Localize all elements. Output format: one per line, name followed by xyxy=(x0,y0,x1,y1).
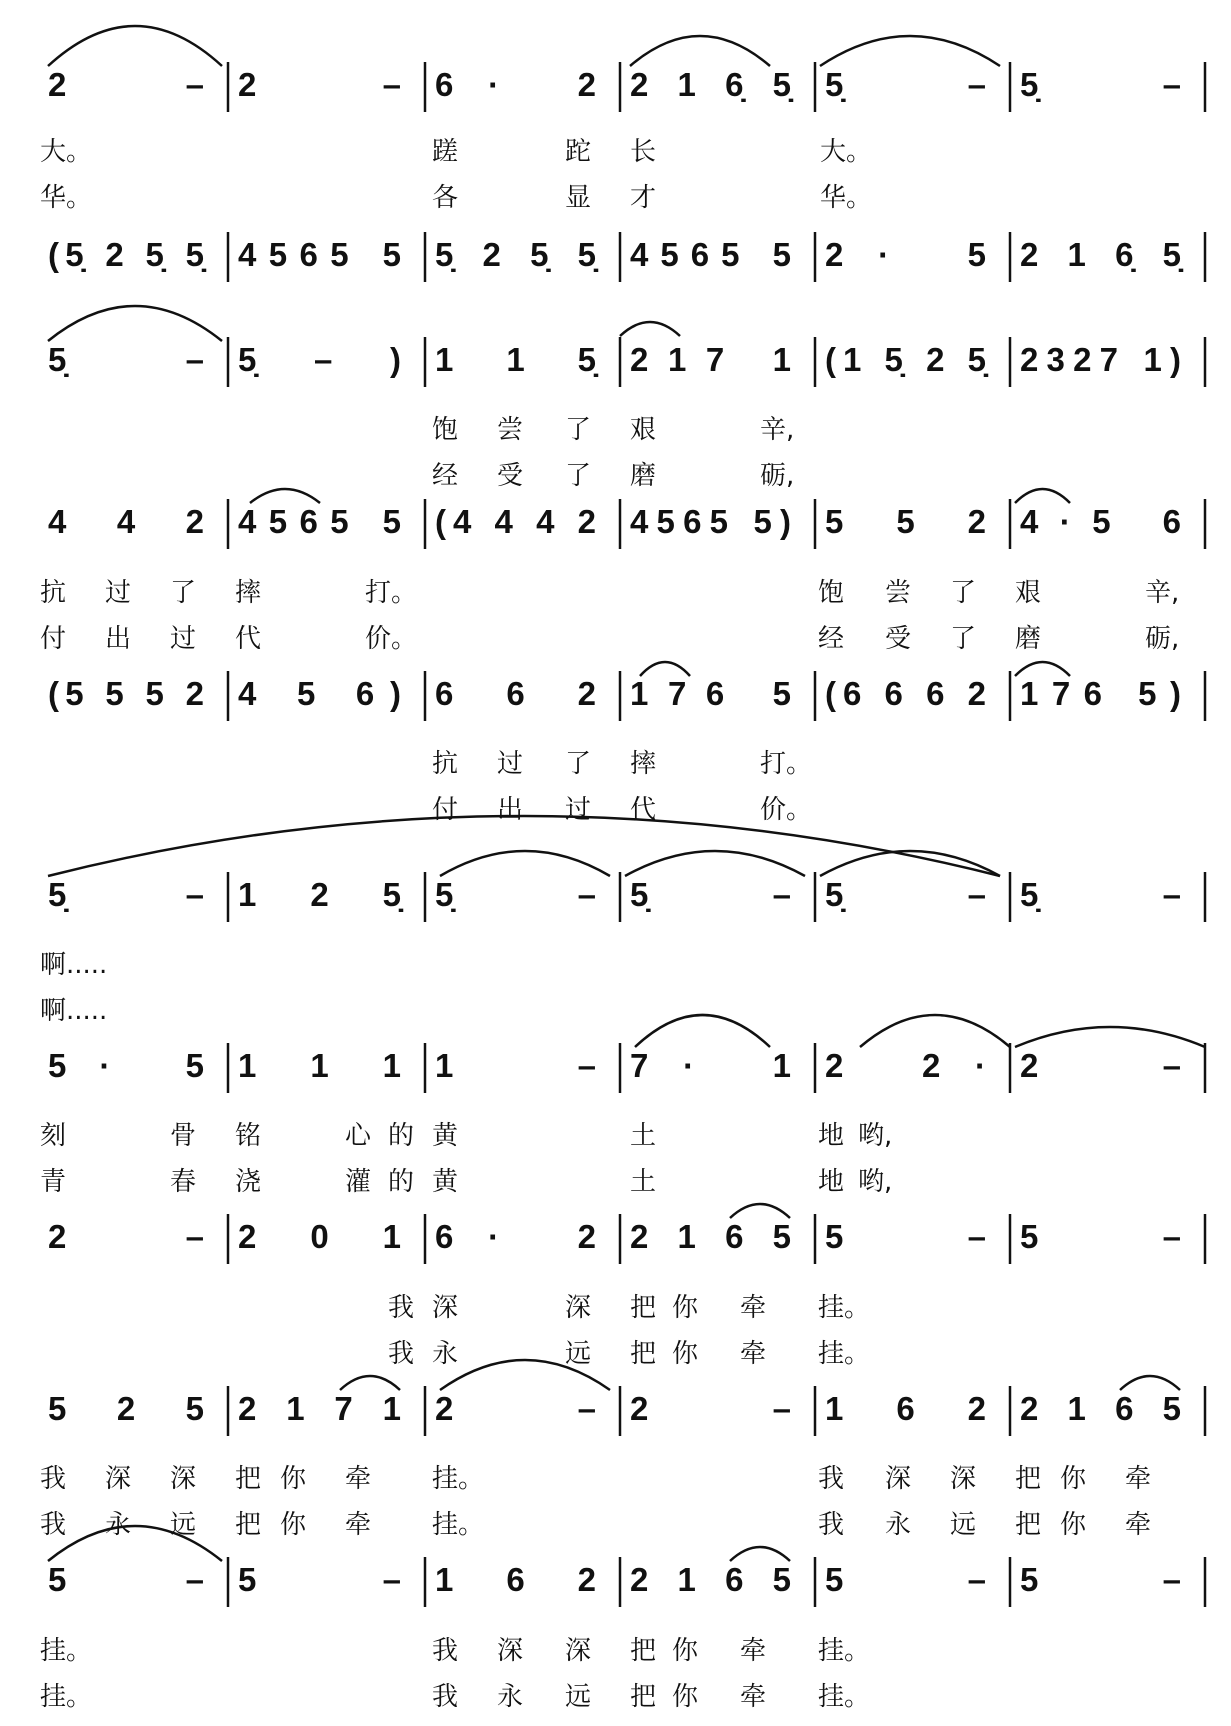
slur xyxy=(730,1547,790,1561)
lyric-char: 永 xyxy=(885,1510,912,1540)
score-system xyxy=(48,671,1205,825)
lyric-char: 经 xyxy=(818,624,845,654)
lyric-char: 挂。 xyxy=(40,1682,93,1712)
lyric-char: 我 xyxy=(432,1636,459,1666)
lyric-char: 抗 xyxy=(40,578,67,608)
measure-notes: 2 – xyxy=(630,1390,791,1427)
measure-notes: 2 1 6 5 xyxy=(630,1218,791,1255)
lyric-char: 受 xyxy=(497,461,524,491)
measure-notes: 4565 5 xyxy=(238,236,401,273)
slur xyxy=(730,1204,790,1218)
lyric-char: 刻 xyxy=(40,1121,67,1151)
lyric-char: 啊..... xyxy=(40,996,108,1026)
slur xyxy=(860,1015,1010,1047)
lyric-char: 大。 xyxy=(40,137,93,167)
measure-notes: (5̣ 2 5̣ 5̣ xyxy=(48,236,204,273)
lyric-char: 黄 xyxy=(432,1121,459,1151)
lyric-char: 你 xyxy=(280,1510,307,1540)
lyric-char: 把 xyxy=(235,1510,262,1540)
lyric-char: 哟, xyxy=(858,1167,893,1197)
lyric-char: 把 xyxy=(1015,1510,1042,1540)
lyric-char: 深 xyxy=(950,1464,977,1494)
lyric-char: 才 xyxy=(630,183,657,213)
score-system xyxy=(40,1043,1205,1197)
measure-notes: 5̣ – ) xyxy=(238,341,401,378)
lyric-char: 你 xyxy=(1060,1510,1087,1540)
lyric-char: 了 xyxy=(565,461,592,491)
lyric-char: 地 xyxy=(818,1167,845,1197)
lyric-char: 饱 xyxy=(818,578,845,608)
measure-notes: 4565 5 xyxy=(238,503,401,540)
lyric-char: 出 xyxy=(105,624,132,654)
measure-notes: 176 5 xyxy=(630,675,791,712)
measure-notes: 1 6 2 xyxy=(435,1561,596,1598)
lyric-char: 啊..... xyxy=(40,950,108,980)
lyric-char: 价。 xyxy=(760,795,813,825)
lyric-char: 深 xyxy=(565,1636,592,1666)
lyric-char: 过 xyxy=(105,578,132,608)
lyric-char: 代 xyxy=(630,795,657,825)
lyric-char: 牵 xyxy=(740,1293,767,1323)
slur xyxy=(635,1015,770,1047)
lyric-char: 我 xyxy=(818,1464,845,1494)
lyric-char: 我 xyxy=(432,1682,459,1712)
score-systems xyxy=(40,62,1205,1712)
lyric-char: 深 xyxy=(565,1293,592,1323)
lyric-char: 艰 xyxy=(1015,578,1042,608)
measure-notes: 5 – xyxy=(48,1561,204,1598)
measure-notes: 176 5) xyxy=(1020,675,1181,712)
lyric-char: 了 xyxy=(950,624,977,654)
score-system xyxy=(40,872,1205,1026)
lyric-char: 你 xyxy=(672,1682,699,1712)
lyric-char: 长 xyxy=(630,137,657,167)
lyric-char: 深 xyxy=(885,1464,912,1494)
score-system xyxy=(48,232,1205,282)
slur xyxy=(340,1376,400,1390)
lyric-char: 你 xyxy=(672,1636,699,1666)
lyric-char: 你 xyxy=(1060,1464,1087,1494)
lyric-char: 了 xyxy=(565,749,592,779)
lyric-char: 跎 xyxy=(565,137,592,167)
lyric-char: 把 xyxy=(1015,1464,1042,1494)
measure-notes: 5 – xyxy=(1020,1218,1181,1255)
measure-notes: (1 5̣ 2 5̣ xyxy=(825,341,986,378)
lyric-char: 尝 xyxy=(497,415,524,445)
measure-notes: 5 – xyxy=(1020,1561,1181,1598)
lyric-char: 永 xyxy=(105,1510,132,1540)
lyric-char: 尝 xyxy=(885,578,912,608)
measure-notes: 4 5 6) xyxy=(238,675,401,712)
lyric-char: 深 xyxy=(497,1636,524,1666)
lyric-char: 我 xyxy=(388,1339,415,1369)
lyric-char: 华。 xyxy=(820,183,873,213)
measure-notes: 6· 2 xyxy=(435,66,596,103)
lyric-char: 牵 xyxy=(1125,1464,1152,1494)
measure-notes: 5̣ – xyxy=(1020,876,1181,913)
lyric-char: 砺, xyxy=(760,461,795,491)
lyric-char: 磨 xyxy=(630,461,657,491)
lyric-char: 辛, xyxy=(760,415,795,445)
lyric-char: 挂。 xyxy=(432,1464,485,1494)
measure-notes: 5 5 2 xyxy=(825,503,986,540)
slur xyxy=(625,851,805,876)
measure-notes: 2 1 7 1 xyxy=(238,1390,401,1427)
measure-notes: 4·5 6 xyxy=(1020,503,1181,540)
slur xyxy=(630,36,770,66)
measure-notes: 5̣ – xyxy=(630,876,791,913)
lyric-char: 打。 xyxy=(760,749,813,779)
lyric-char: 牵 xyxy=(740,1339,767,1369)
lyric-char: 显 xyxy=(565,183,592,213)
slur xyxy=(48,306,222,341)
lyric-char: 青 xyxy=(40,1167,67,1197)
measure-notes: 2· 5 xyxy=(825,236,986,273)
slur xyxy=(1015,662,1070,676)
lyric-char: 浇 xyxy=(235,1167,262,1197)
measure-notes: 2 – xyxy=(48,66,204,103)
lyric-char: 砺, xyxy=(1145,624,1180,654)
measure-notes: 4 4 2 xyxy=(48,503,204,540)
lyric-char: 铭 xyxy=(235,1121,262,1151)
lyric-char: 磨 xyxy=(1015,624,1042,654)
measure-notes: 2 1 6 5 xyxy=(1020,1390,1181,1427)
lyric-char: 你 xyxy=(672,1339,699,1369)
lyric-char: 远 xyxy=(565,1339,592,1369)
lyric-char: 经 xyxy=(432,461,459,491)
measure-notes: 5 – xyxy=(825,1561,986,1598)
measure-notes: 4565 5 xyxy=(630,236,791,273)
measure-notes: 2 – xyxy=(1020,1047,1181,1084)
lyric-char: 蹉 xyxy=(432,137,459,167)
measure-notes: 5̣ – xyxy=(825,66,986,103)
measure-notes: 6· 2 xyxy=(435,1218,596,1255)
lyric-char: 代 xyxy=(235,624,262,654)
lyric-char: 远 xyxy=(950,1510,977,1540)
lyric-char: 抗 xyxy=(432,749,459,779)
lyric-char: 心 xyxy=(345,1121,372,1151)
measure-notes: 2 1 6̣ 5̣ xyxy=(630,66,791,103)
measure-notes: 5̣ – xyxy=(1020,66,1181,103)
lyric-char: 牵 xyxy=(740,1682,767,1712)
lyric-char: 哟, xyxy=(858,1121,893,1151)
lyric-char: 过 xyxy=(497,749,524,779)
measure-notes: 217 1 xyxy=(630,341,791,378)
lyric-char: 远 xyxy=(170,1510,197,1540)
lyric-char: 挂。 xyxy=(818,1339,871,1369)
measure-notes: 5̣ – xyxy=(48,876,204,913)
lyric-char: 春 xyxy=(170,1167,197,1197)
lyric-char: 把 xyxy=(235,1464,262,1494)
lyric-char: 永 xyxy=(432,1339,459,1369)
measure-notes: 2 – xyxy=(435,1390,596,1427)
measure-notes: 5 – xyxy=(825,1218,986,1255)
lyric-char: 出 xyxy=(497,795,524,825)
measure-notes: 6 6 2 xyxy=(435,675,596,712)
measure-notes: 1 – xyxy=(435,1047,596,1084)
measure-notes: (5 5 5 2 xyxy=(48,675,204,712)
lyric-char: 了 xyxy=(565,415,592,445)
lyric-char: 价。 xyxy=(365,624,418,654)
measure-notes: 5̣ – xyxy=(435,876,596,913)
lyric-char: 我 xyxy=(40,1464,67,1494)
lyric-char: 过 xyxy=(565,795,592,825)
lyric-char: 深 xyxy=(170,1464,197,1494)
score-system xyxy=(40,62,1205,213)
lyric-char: 你 xyxy=(672,1293,699,1323)
lyric-char: 受 xyxy=(885,624,912,654)
measure-notes: 1 1 5̣ xyxy=(435,341,596,378)
slur xyxy=(48,816,1000,876)
lyric-char: 挂。 xyxy=(818,1636,871,1666)
score-system xyxy=(48,1214,1205,1369)
lyric-char: 把 xyxy=(630,1293,657,1323)
measure-notes: 2 1 6̣ 5̣ xyxy=(1020,236,1181,273)
lyric-char: 我 xyxy=(40,1510,67,1540)
measure-notes: 1 6 2 xyxy=(825,1390,986,1427)
lyric-char: 地 xyxy=(818,1121,845,1151)
lyric-char: 的 xyxy=(388,1167,415,1197)
lyric-char: 大。 xyxy=(820,137,873,167)
slur xyxy=(620,322,680,336)
measure-notes: 1 2 5̣ xyxy=(238,876,401,913)
measure-notes: 2 2· xyxy=(825,1047,986,1084)
lyric-char: 的 xyxy=(388,1121,415,1151)
measure-notes: (6 6 6 2 xyxy=(825,675,986,712)
lyric-char: 深 xyxy=(432,1293,459,1323)
lyric-char: 挂。 xyxy=(818,1293,871,1323)
slur xyxy=(640,662,690,676)
lyric-char: 骨 xyxy=(170,1121,197,1151)
lyric-char: 土 xyxy=(630,1167,657,1197)
lyric-char: 我 xyxy=(388,1293,415,1323)
lyric-char: 艰 xyxy=(630,415,657,445)
lyric-char: 了 xyxy=(170,578,197,608)
slur xyxy=(1015,489,1070,503)
measure-notes: 5̣ – xyxy=(48,341,204,378)
lyric-char: 牵 xyxy=(345,1510,372,1540)
lyric-char: 辛, xyxy=(1145,578,1180,608)
slur xyxy=(250,489,320,503)
lyric-char: 摔 xyxy=(235,578,262,608)
score-system xyxy=(48,337,1205,491)
score-system xyxy=(40,1557,1205,1712)
lyric-char: 付 xyxy=(432,795,459,825)
measure-notes: 5̣ 2 5̣ 5̣ xyxy=(435,236,596,273)
lyric-char: 牵 xyxy=(740,1636,767,1666)
lyric-char: 饱 xyxy=(432,415,459,445)
lyric-char: 远 xyxy=(565,1682,592,1712)
score-system xyxy=(40,1386,1205,1540)
measure-notes: 2327 1) xyxy=(1020,341,1181,378)
lyric-char: 黄 xyxy=(432,1167,459,1197)
measure-notes: (4 4 4 2 xyxy=(435,503,596,540)
measure-notes: 2 1 6 5 xyxy=(630,1561,791,1598)
lyric-char: 我 xyxy=(818,1510,845,1540)
score-system xyxy=(40,499,1205,654)
lyric-char: 深 xyxy=(105,1464,132,1494)
slur xyxy=(1015,1027,1205,1047)
lyric-char: 永 xyxy=(497,1682,524,1712)
lyric-char: 把 xyxy=(630,1636,657,1666)
measure-notes: 5 – xyxy=(238,1561,401,1598)
lyric-char: 牵 xyxy=(345,1464,372,1494)
slur xyxy=(440,851,610,876)
lyric-char: 挂。 xyxy=(40,1636,93,1666)
measure-notes: 4565 5) xyxy=(630,503,791,540)
lyric-char: 摔 xyxy=(630,749,657,779)
lyric-char: 打。 xyxy=(365,578,418,608)
lyric-char: 挂。 xyxy=(432,1510,485,1540)
slur xyxy=(820,36,1000,66)
measure-notes: 2 – xyxy=(238,66,401,103)
lyric-char: 灌 xyxy=(345,1167,372,1197)
lyric-char: 牵 xyxy=(1125,1510,1152,1540)
measure-notes: 2 0 1 xyxy=(238,1218,401,1255)
measure-notes: 5 2 5 xyxy=(48,1390,204,1427)
measure-notes: 7· 1 xyxy=(630,1047,791,1084)
lyric-char: 你 xyxy=(280,1464,307,1494)
slur xyxy=(1120,1376,1180,1390)
lyric-char: 了 xyxy=(950,578,977,608)
lyric-char: 把 xyxy=(630,1339,657,1369)
lyric-char: 付 xyxy=(40,624,67,654)
lyric-char: 各 xyxy=(432,183,459,213)
lyric-char: 华。 xyxy=(40,183,93,213)
lyric-char: 土 xyxy=(630,1121,657,1151)
measure-notes: 5̣ – xyxy=(825,876,986,913)
lyric-char: 把 xyxy=(630,1682,657,1712)
lyric-char: 过 xyxy=(170,624,197,654)
lyric-char: 挂。 xyxy=(818,1682,871,1712)
measure-notes: 2 – xyxy=(48,1218,204,1255)
slur xyxy=(48,26,222,66)
measure-notes: 5· 5 xyxy=(48,1047,204,1084)
measure-notes: 1 1 1 xyxy=(238,1047,401,1084)
